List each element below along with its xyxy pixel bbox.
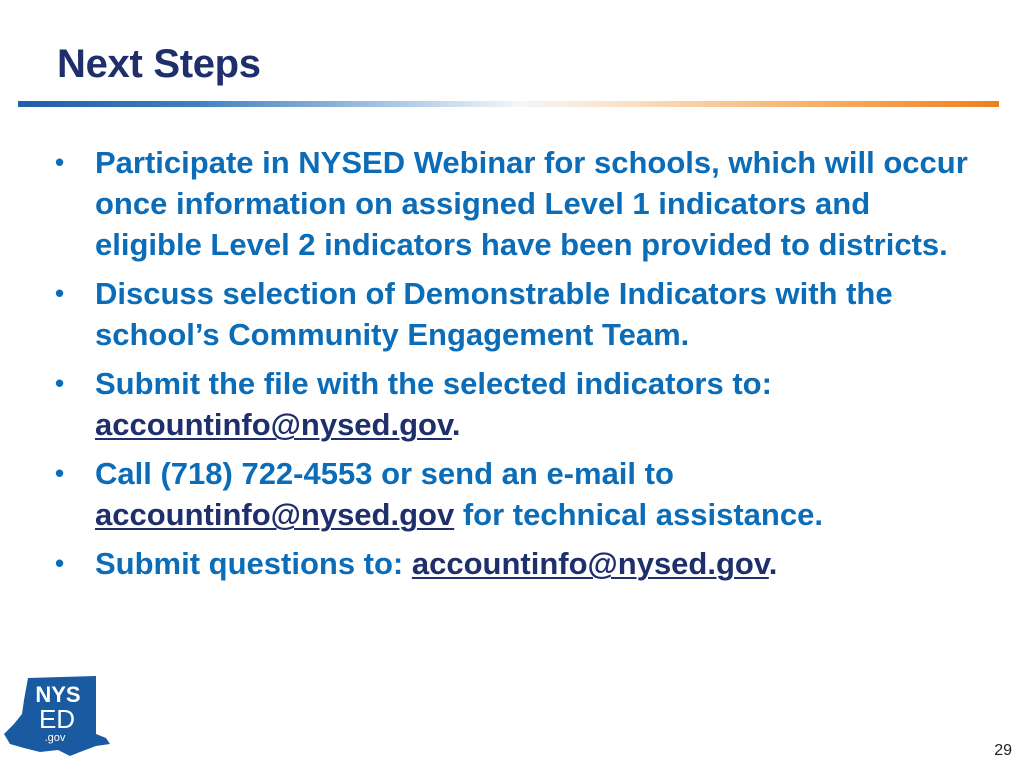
bullet-text: Discuss selection of Demonstrable Indicators with the school’s Community Engagement Team. — [95, 276, 893, 352]
bullet-text: Participate in NYSED Webinar for schools, which will occur once information on assigned Level 1 indicators and eligible Level 2 indicators have been provided to districts. — [95, 145, 968, 262]
email-link[interactable]: accountinfo@nysed.gov — [95, 407, 452, 442]
slide-title: Next Steps — [57, 42, 261, 86]
logo-ed: ED — [38, 704, 76, 734]
bullet-marker: • — [55, 458, 65, 488]
bullet-marker: • — [55, 278, 65, 308]
title-divider — [18, 101, 999, 107]
bullet-item-call — [55, 453, 975, 535]
bullet-text: Submit questions to: — [95, 546, 412, 581]
bullet-text: Submit the file with the selected indicators to: — [95, 366, 772, 401]
bullet-text: Call (718) 722-4553 or send an e-mail to — [95, 456, 674, 491]
bullet-item-discuss — [55, 273, 975, 355]
bullet-marker: • — [55, 147, 65, 177]
bullet-item-webinar — [55, 142, 975, 265]
bullet-text-end: . — [768, 546, 778, 581]
logo-nys: NYS — [35, 682, 81, 707]
page-number: 29 — [994, 742, 1012, 759]
bullet-text-end: for technical assistance. — [454, 497, 823, 532]
bullet-item-questions — [55, 543, 975, 584]
email-link[interactable]: accountinfo@nysed.gov — [95, 497, 455, 532]
bullet-item-submit-file — [55, 363, 975, 445]
nysed-logo — [0, 672, 112, 760]
bullet-marker: • — [55, 548, 65, 578]
bullet-list — [55, 142, 975, 592]
bullet-marker: • — [55, 368, 65, 398]
email-link[interactable]: accountinfo@nysed.gov — [411, 546, 769, 581]
logo-gov: .gov — [44, 732, 66, 744]
bullet-text-end: . — [451, 407, 461, 442]
